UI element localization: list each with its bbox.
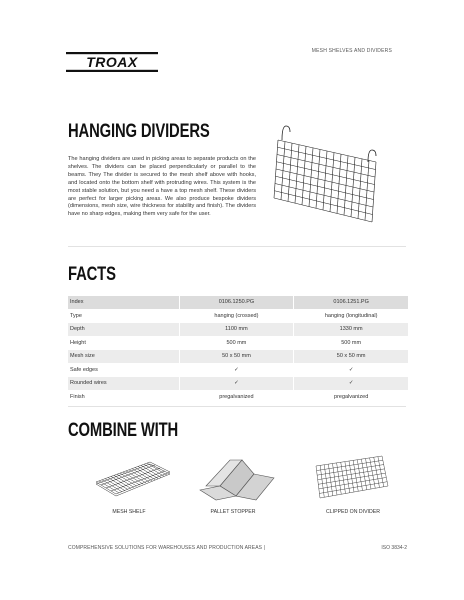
section-header: MESH SHELVES AND DIVIDERS (311, 48, 392, 54)
facts-cell: 500 mm (294, 336, 408, 350)
facts-row-label: Rounded wires (68, 377, 179, 391)
intro-paragraph: The hanging dividers are used in picking areas to separate products on the shelves. The dividers can be placed perpendicularly or parallel to the beams. They The divider is secured to the mesh shelf above with hooks, and located onto the bottom shelf with protruding wires. This system is the most stable solution, but you need a have a top mesh shelf. These dividers are perfect for larger picking areas. We also produce bespoke dividers (dimensions, mesh size, wire thickness for stability and finish). The dividers have no sharp edges, making them very safe for the user. (68, 156, 256, 218)
hanging-divider-image (268, 122, 386, 226)
section-divider (68, 406, 406, 407)
facts-cell: ✓ (294, 377, 408, 391)
facts-cell: 1100 mm (179, 323, 294, 337)
facts-row (68, 363, 408, 377)
facts-cell: ✓ (294, 363, 408, 377)
facts-header-cell: Index (68, 296, 179, 309)
facts-row-label: Height (68, 336, 179, 350)
facts-cell: 1330 mm (294, 323, 408, 337)
facts-row-label: Depth (68, 323, 179, 337)
facts-table (68, 296, 408, 404)
facts-row-label: Finish (68, 390, 179, 404)
page-title: HANGING DIVIDERS (68, 121, 210, 142)
facts-cell: pregalvanized (294, 390, 408, 404)
facts-cell: hanging (longitudinal) (294, 309, 408, 323)
facts-cell: 50 x 50 mm (179, 350, 294, 364)
facts-row (68, 377, 408, 391)
facts-row (68, 350, 408, 364)
logo-text: TROAX (86, 54, 138, 70)
facts-header-row (68, 296, 408, 309)
combine-label-mesh-shelf: MESH SHELF (112, 509, 146, 515)
pallet-stopper-image (196, 452, 278, 504)
footer-iso: ISO 3834-2 (381, 545, 407, 551)
facts-row (68, 309, 408, 323)
facts-cell: 500 mm (179, 336, 294, 350)
combine-label-pallet-stopper: PALLET STOPPER (210, 509, 256, 515)
facts-row (68, 336, 408, 350)
facts-row-label: Type (68, 309, 179, 323)
clipped-on-divider-image (312, 452, 394, 504)
combine-label-clipped-on-divider: CLIPPED ON DIVIDER (326, 509, 380, 515)
facts-cell: ✓ (179, 377, 294, 391)
facts-row-label: Mesh size (68, 350, 179, 364)
facts-cell: pregalvanized (179, 390, 294, 404)
facts-cell: hanging (crossed) (179, 309, 294, 323)
troax-logo (66, 52, 158, 72)
footer-tagline: COMPREHENSIVE SOLUTIONS FOR WAREHOUSES AND PRODUCTION AREAS | (68, 545, 265, 551)
facts-row-label: Safe edges (68, 363, 179, 377)
section-divider (68, 246, 406, 247)
facts-header-cell: 0106.1251.PG (294, 296, 408, 309)
facts-cell: 50 x 50 mm (294, 350, 408, 364)
mesh-shelf-image (92, 452, 174, 504)
facts-row (68, 390, 408, 404)
facts-cell: ✓ (179, 363, 294, 377)
facts-title: FACTS (68, 264, 116, 285)
facts-header-cell: 0106.1250.PG (179, 296, 294, 309)
facts-row (68, 323, 408, 337)
combine-title: COMBINE WITH (68, 420, 179, 441)
